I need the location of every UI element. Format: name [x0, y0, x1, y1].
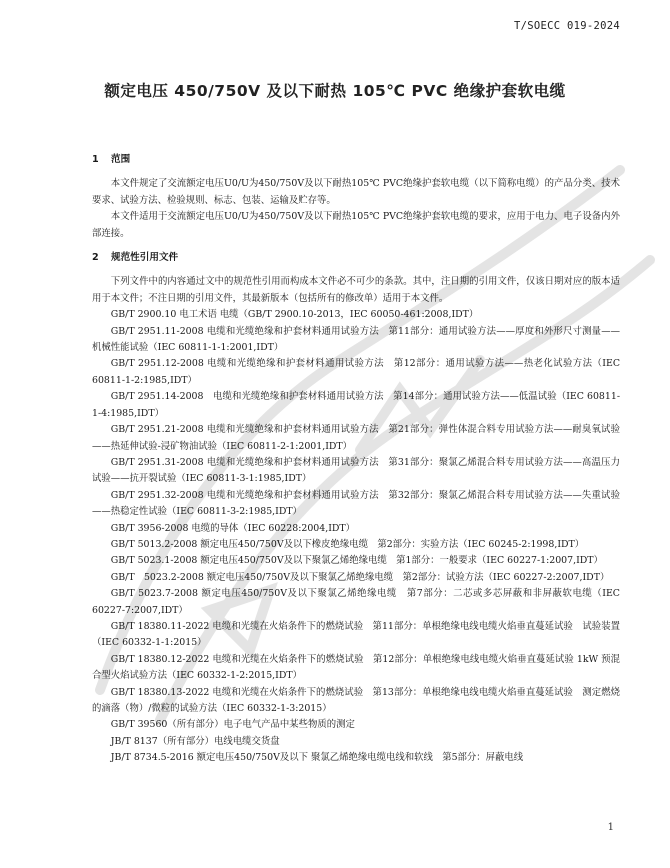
document-title: 额定电压 450/750V 及以下耐热 105℃ PVC 绝缘护套软电缆 [104, 82, 566, 100]
reference-entry: GB/T 2951.12-2008 电缆和光缆绝缘和护套材料通用试验方法 第12部分：通用试验方法——热老化试验方法（IEC 60811-1-2:1985,IDT） [92, 358, 620, 386]
section-number: 2 [92, 252, 99, 264]
reference-entry: GB/T 18380.11-2022 电缆和光缆在火焰条件下的燃烧试验 第11部分：单根绝缘电线电缆火焰垂直蔓延试验 试验装置（IEC 60332-1-1:2015） [92, 620, 620, 649]
reference-entry: GB/T 2951.32-2008 电缆和光缆绝缘和护套材料通用试验方法 第32部分：聚氯乙烯混合料专用试验方法——失重试验——热稳定性试验（IEC 60811-3-2:1985,IDT） [92, 489, 620, 518]
reference-entry: GB/T 18380.12-2022 电缆和光缆在火焰条件下的燃烧试验 第12部分：单根绝缘电线电缆火焰垂直蔓延试验 1kW 预混合型火焰试验方法（IEC 60332-1-2:2015,IDT） [92, 653, 620, 682]
reference-entry: JB/T 8137（所有部分）电线电缆交货盘 [110, 735, 280, 747]
section-heading-scope [92, 152, 620, 168]
scope-paragraph: 本文件适用于交流额定电压U0/U为450/750V及以下耐热105℃ PVC绝缘护套软电缆的要求，应用于电力、电子设备内外部连接。 [92, 211, 620, 239]
reference-entry: GB/T 5023.1-2008 额定电压450/750V及以下聚氯乙烯绝缘电缆 第1部分：一般要求（IEC 60227-1:2007,IDT） [110, 555, 603, 567]
scope-paragraph: 本文件规定了交流额定电压U0/U为450/750V及以下耐热105℃ PVC绝缘护套软电缆（以下简称电缆）的产品分类、技术要求、试验方法、检验规则、标志、包装、运输及贮存等。 [92, 178, 620, 206]
reference-entry: GB/T 3956-2008 电缆的导体（IEC 60228:2004,IDT） [110, 522, 356, 534]
reference-entry: GB/T 2900.10 电工术语 电缆（GB/T 2900.10-2013，IEC 60050-461:2008,IDT） [110, 309, 479, 321]
section-number: 1 [92, 154, 99, 165]
reference-entry: GB/T 18380.13-2022 电缆和光缆在火焰条件下的燃烧试验 第13部分：单根绝缘电线电缆火焰垂直蔓延试验 测定燃烧的滴落（物）/微粒的试验方法（IEC 60332-1-3:2015） [92, 686, 620, 714]
section-title: 规范性引用文件 [111, 252, 179, 264]
reference-entry: GB/T 2951.31-2008 电缆和光缆绝缘和护套材料通用试验方法 第31部分：聚氯乙烯混合料专用试验方法——高温压力试验——抗开裂试验（IEC 60811-3-1:1985,IDT） [92, 456, 620, 485]
references-intro-paragraph: 下列文件中的内容通过文中的规范性引用而构成本文件必不可少的条款。其中，注日期的引用文件，仅该日期对应的版本适用于本文件；不注日期的引用文件，其最新版本（包括所有的修改单）适用于本文件。 [92, 276, 620, 304]
reference-entry: GB/T 2951.14-2008 电缆和光缆绝缘和护套材料通用试验方法 第14部分：通用试验方法——低温试验（IEC 60811-1-4:1985,IDT） [92, 391, 620, 419]
reference-entry: GB/T 5023.7-2008 额定电压450/750V及以下聚氯乙烯绝缘电缆 第7部分：二芯或多芯屏蔽和非屏蔽软电缆（IEC 60227-7:2007,IDT） [92, 588, 620, 616]
reference-entry: GB/T 39560（所有部分）电子电气产品中某些物质的测定 [110, 719, 355, 731]
document-body [92, 152, 620, 767]
section-heading-normative-references [92, 250, 620, 266]
section-title: 范围 [111, 154, 131, 165]
reference-entry: GB/T 2951.11-2008 电缆和光缆绝缘和护套材料通用试验方法 第11部分：通用试验方法——厚度和外形尺寸测量——机械性能试验（IEC 60811-1-1:2001,IDT） [92, 325, 620, 354]
reference-list [92, 307, 620, 766]
reference-entry: JB/T 8734.5-2016 额定电压450/750V及以下 聚氯乙烯绝缘电缆电线和软线 第5部分：屏蔽电线 [110, 752, 524, 764]
reference-entry: GB/T 5013.2-2008 额定电压450/750V及以下橡皮绝缘电缆 第2部分：实验方法（IEC 60245-2:1998,IDT） [110, 538, 585, 550]
reference-entry: GB/T 2951.21-2008 电缆和光缆绝缘和护套材料通用试验方法 第21部分：弹性体混合料专用试验方法——耐臭氧试验——热延伸试验-浸矿物油试验（IEC 60811-2-1:2001,IDT） [92, 424, 620, 452]
page-number: 1 [607, 822, 614, 833]
reference-entry: GB/T 5023.2-2008 额定电压450/750V及以下聚氯乙烯绝缘电缆 第2部分：试验方法（IEC 60227-2:2007,IDT） [110, 571, 610, 583]
standard-code: T/SOECC 019-2024 [514, 20, 620, 32]
